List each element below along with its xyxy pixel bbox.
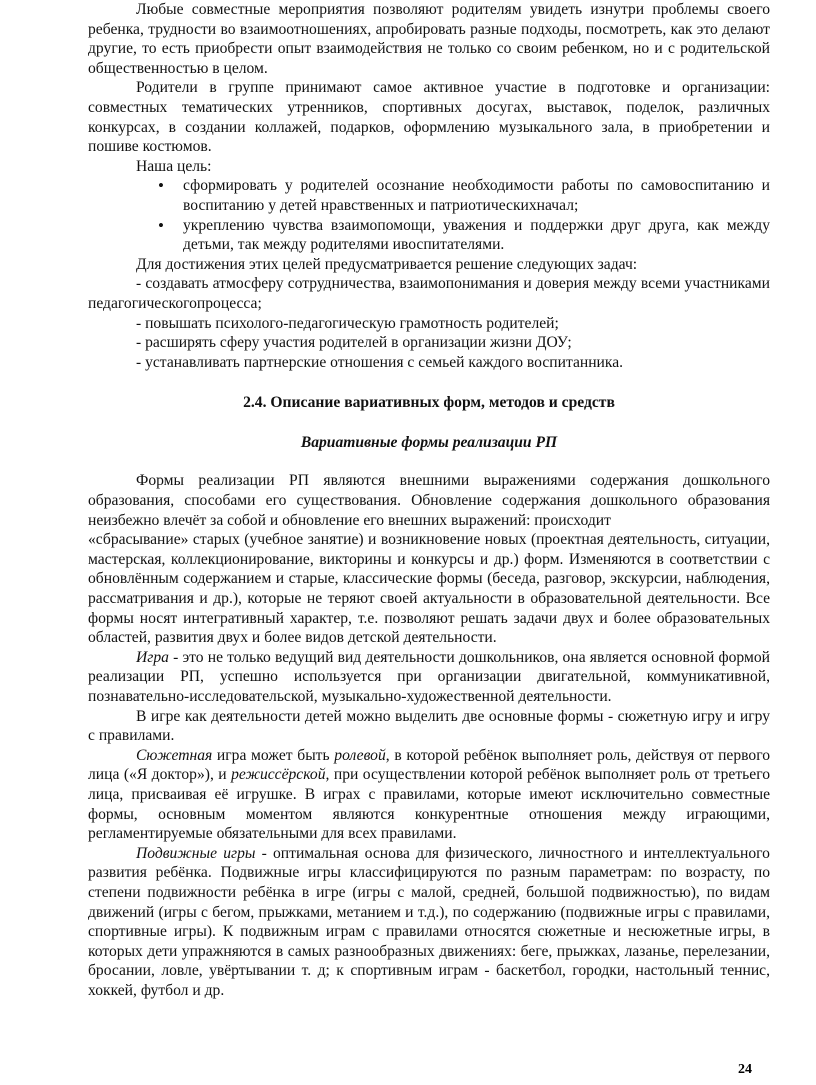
section-heading: 2.4. Описание вариативных форм, методов и средств: [243, 394, 615, 412]
paragraph-parents-participation: Родители в группе принимают самое активное участие в подготовке и организации: совместных тематических утренников, спортивных досугах, выставок, поделок, различных конкурсах, в создании коллажей, подарков, оформлению музыкального зала, в приобретении и пошиве костюмов.: [88, 79, 770, 156]
goal-label: Наша цель:: [136, 157, 212, 175]
bullet-item: [158, 216, 770, 255]
paragraph-forms-intro: Формы реализации РП являются внешними выражениями содержания дошкольного образования, способами его существования. Обновление содержания дошкольного образования неизбежно влечёт за собой и обновление его внешних выражений: происходит: [88, 472, 770, 529]
paragraph-game: Игра - это не только ведущий вид деятельности дошкольников, она является основной формой реализации РП, успешно используется при организации двигательной, коммуникативной, познавательно-исследовательской, музыкально-художественной деятельности.: [88, 648, 770, 705]
page-number: 24: [738, 1062, 752, 1077]
bullet-item: [158, 176, 770, 215]
tasks-intro: Для достижения этих целей предусматривается решение следующих задач:: [136, 255, 638, 273]
bullet-icon: [158, 176, 183, 215]
paragraph-plot-game: Сюжетная игра может быть ролевой, в которой ребёнок выполняет роль, действуя от первого лица («Я доктор»), и режиссёрской, при осуществлении которой ребёнок выполняет роль от третьего лица, присваивая её игрушке. В играх с правилами, которые имеют исключительно совместные формы, основным моментом являются конкурентные отношения между играющими, регламентируемые обязательными для всех правилами.: [88, 746, 770, 843]
paragraph-mobile-games: Подвижные игры - оптимальная основа для физического, личностного и интеллектуального развития ребёнка. Подвижные игры классифицируются по разным параметрам: по возрасту, по степени подвижности ребёнка в игре (игры с малой, средней, большой подвижностью), по видам движений (игры с бегом, прыжками, метанием и т.д.), по содержанию (подвижные игры с правилами, спортивные игры). К подвижным играм с правилами относятся сюжетные и несюжетные игры, в которых дети упражняются в самых разнообразных движениях: беге, прыжках, лазанье, перелезании, бросании, ловле, увёртывании т. д; к спортивным играм - баскетбол, городки, настольный теннис, хоккей, футбол и др.: [88, 844, 770, 999]
document-page: [88, 0, 770, 1001]
bullet-icon: [158, 216, 183, 255]
task-item: - создавать атмосферу сотрудничества, взаимопонимания и доверия между всеми участниками педагогическогопроцесса;: [88, 275, 770, 312]
paragraph-game-forms: В игре как деятельности детей можно выделить две основные формы - сюжетную игру и игру с правилами.: [88, 707, 770, 745]
bullet-text: сформировать у родителей осознание необходимости работы по самовоспитанию и воспитанию у детей нравственных и патриотическихначал;: [183, 177, 770, 214]
paragraph-forms-body: «сбрасывание» старых (учебное занятие) и возникновение новых (проектная деятельность, ситуации, мастерская, коллекционирование, викторины и конкурсы и др.) форм. Изменяются в соответствии с обновлённым содержанием и старые, классические формы (беседа, разговор, экскурсии, наблюдения, рассматривания и др.), которые не теряют своей актуальности в образовательной деятельности. Все формы носят интегративный характер, т.е. позволяют решать задачи двух и более образовательных областей, развития двух и более видов детской деятельности.: [88, 531, 770, 647]
plot-term: Сюжетная: [136, 746, 213, 764]
bullet-text: укреплению чувства взаимопомощи, уважения и поддержки друг друга, как между детьми, так между родителями ивоспитателями.: [183, 216, 770, 254]
sub-heading: Вариативные формы реализации РП: [300, 433, 558, 451]
task-item: - расширять сферу участия родителей в организации жизни ДОУ;: [136, 334, 572, 352]
mobile-term: Подвижные игры: [136, 844, 256, 862]
game-term: Игра: [136, 648, 169, 666]
task-item: - повышать психолого-педагогическую грамотность родителей;: [136, 314, 559, 332]
task-item: - устанавливать партнерские отношения с семьей каждого воспитанника.: [136, 353, 624, 371]
paragraph-joint-events: Любые совместные мероприятия позволяют родителям увидеть изнутри проблемы своего ребенка, трудности во взаимоотношениях, апробировать разные подходы, посмотреть, как это делают другие, то есть приобрести опыт взаимодействия не только со своим ребенком, но и с родительской общественностью в целом.: [88, 1, 770, 77]
